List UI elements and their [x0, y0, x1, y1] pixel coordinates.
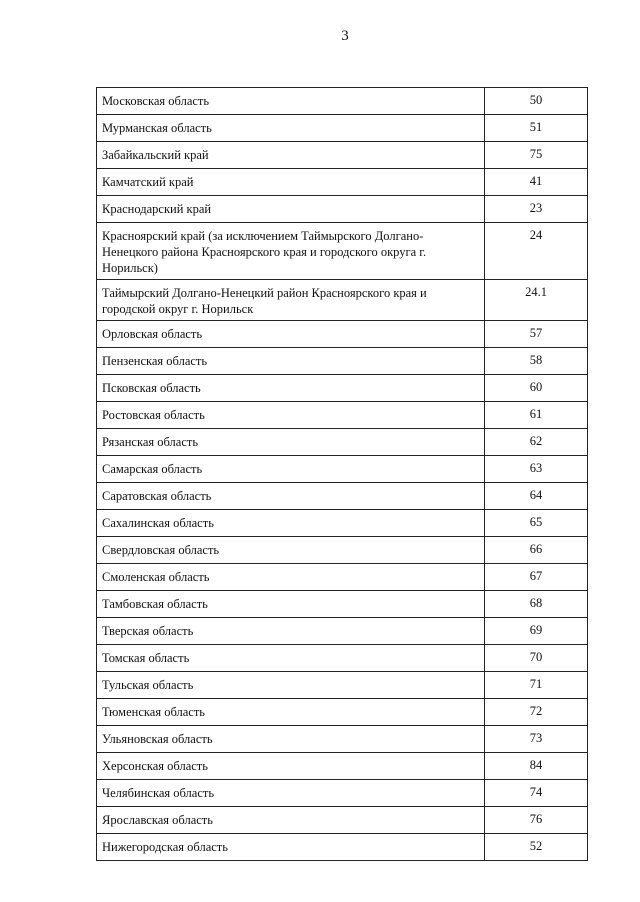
region-name: Сахалинская область [97, 510, 485, 537]
table-row [97, 483, 588, 510]
region-name: Тульская область [97, 672, 485, 699]
table-row [97, 456, 588, 483]
region-code: 75 [485, 142, 588, 169]
region-name: Камчатский край [97, 169, 485, 196]
region-code: 51 [485, 115, 588, 142]
region-code: 62 [485, 429, 588, 456]
region-code: 64 [485, 483, 588, 510]
region-code: 58 [485, 348, 588, 375]
region-name: Ростовская область [97, 402, 485, 429]
region-code-table-body [97, 88, 588, 861]
table-row [97, 402, 588, 429]
region-name: Нижегородская область [97, 834, 485, 861]
region-code: 63 [485, 456, 588, 483]
region-name: Забайкальский край [97, 142, 485, 169]
region-name: Челябинская область [97, 780, 485, 807]
region-name: Пензенская область [97, 348, 485, 375]
region-code: 74 [485, 780, 588, 807]
table-row [97, 618, 588, 645]
table-row [97, 780, 588, 807]
region-code: 65 [485, 510, 588, 537]
region-code: 41 [485, 169, 588, 196]
region-name: Ульяновская область [97, 726, 485, 753]
table-row [97, 142, 588, 169]
table-row [97, 645, 588, 672]
region-name: Тюменская область [97, 699, 485, 726]
region-code: 24.1 [485, 280, 588, 321]
table-row [97, 699, 588, 726]
region-code: 52 [485, 834, 588, 861]
region-code: 67 [485, 564, 588, 591]
table-row [97, 280, 588, 321]
region-code: 76 [485, 807, 588, 834]
region-name: Смоленская область [97, 564, 485, 591]
region-name: Псковская область [97, 375, 485, 402]
table-row [97, 429, 588, 456]
region-code-table [96, 87, 588, 861]
region-name: Таймырский Долгано-Ненецкий район Красноярского края и городской округ г. Норильск [97, 280, 485, 321]
table-row [97, 672, 588, 699]
region-name: Саратовская область [97, 483, 485, 510]
region-code: 84 [485, 753, 588, 780]
table-row [97, 510, 588, 537]
region-code: 68 [485, 591, 588, 618]
region-code: 72 [485, 699, 588, 726]
region-name: Ярославская область [97, 807, 485, 834]
region-name: Самарская область [97, 456, 485, 483]
table-row [97, 223, 588, 280]
table-row [97, 726, 588, 753]
region-name: Тамбовская область [97, 591, 485, 618]
region-code: 50 [485, 88, 588, 115]
page-number: 3 [341, 28, 349, 44]
table-row [97, 196, 588, 223]
region-name: Красноярский край (за исключением Таймырского Долгано-Ненецкого района Красноярского края и городского округа г. Норильск) [97, 223, 485, 280]
region-name: Рязанская область [97, 429, 485, 456]
table-row [97, 753, 588, 780]
region-name: Мурманская область [97, 115, 485, 142]
region-code: 23 [485, 196, 588, 223]
region-code: 69 [485, 618, 588, 645]
region-code: 60 [485, 375, 588, 402]
region-code: 61 [485, 402, 588, 429]
table-row [97, 321, 588, 348]
table-row [97, 169, 588, 196]
region-code: 71 [485, 672, 588, 699]
region-name: Свердловская область [97, 537, 485, 564]
table-row [97, 115, 588, 142]
region-name: Тверская область [97, 618, 485, 645]
table-row [97, 591, 588, 618]
table-row [97, 807, 588, 834]
region-code: 24 [485, 223, 588, 280]
region-name: Московская область [97, 88, 485, 115]
region-code: 66 [485, 537, 588, 564]
table-row [97, 564, 588, 591]
table-row [97, 537, 588, 564]
region-name: Орловская область [97, 321, 485, 348]
table-row [97, 834, 588, 861]
region-name: Херсонская область [97, 753, 485, 780]
table-row [97, 375, 588, 402]
region-name: Томская область [97, 645, 485, 672]
table-row [97, 88, 588, 115]
table-row [97, 348, 588, 375]
region-code: 73 [485, 726, 588, 753]
region-code: 57 [485, 321, 588, 348]
region-code: 70 [485, 645, 588, 672]
region-name: Краснодарский край [97, 196, 485, 223]
